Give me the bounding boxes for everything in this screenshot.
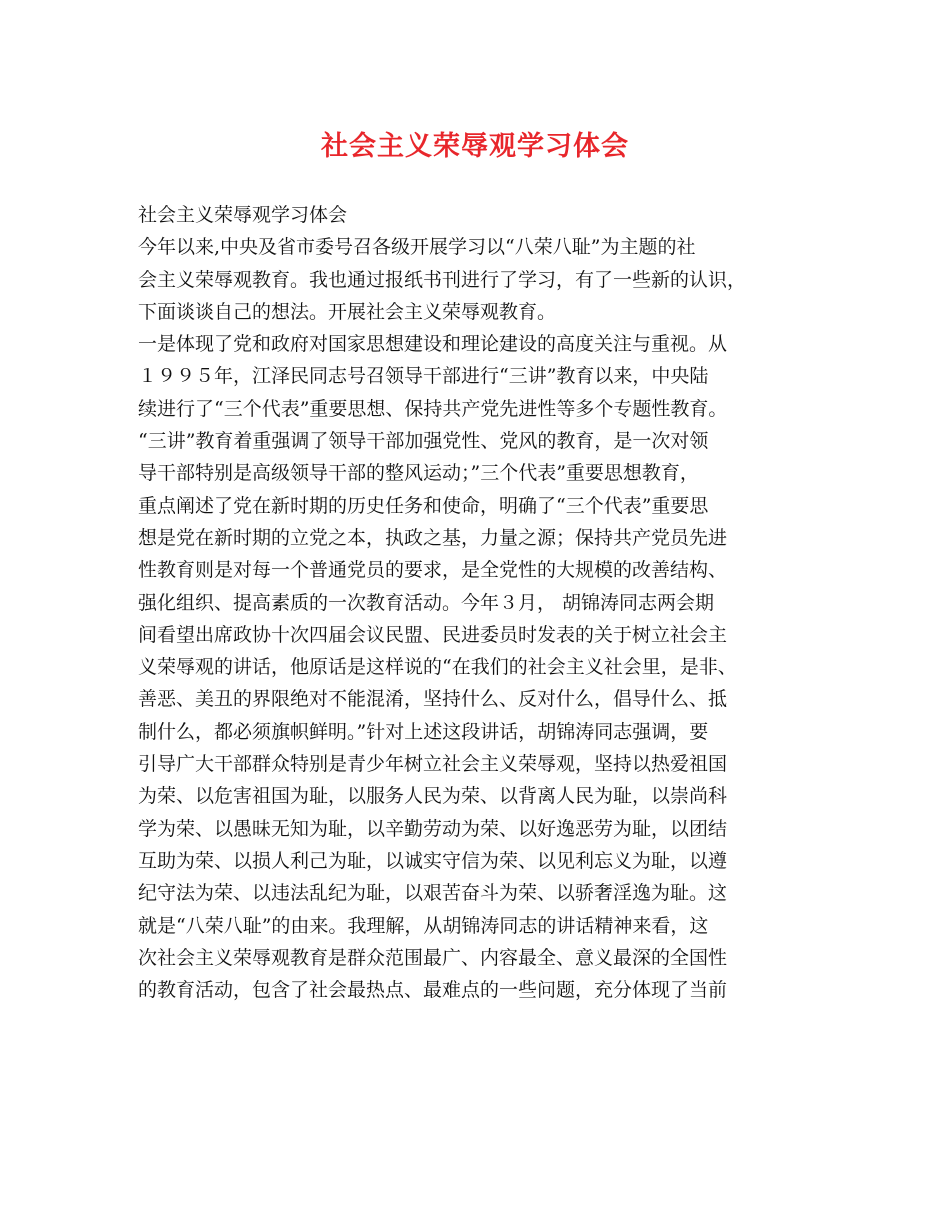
body-line: 纪守法为荣、以违法乱纪为耻，以艰苦奋斗为荣、以骄奢淫逸为耻。这 [138,882,728,905]
body-line: 学为荣、以愚昧无知为耻，以辛勤劳动为荣、以好逸恶劳为耻，以团结 [138,817,728,840]
body-line: 的教育活动，包含了社会最热点、最难点的一些问题，充分体现了当前 [138,979,728,1002]
body-line: 就是“八荣八耻”的由来。我理解，从胡锦涛同志的讲话精神来看，这 [138,914,709,937]
body-line: １９９５年，江泽民同志号召领导干部进行“三讲”教育以来，中央陆 [138,365,709,388]
body-line: 续进行了“三个代表”重要思想、保持共产党先进性等多个专题性教育。 [138,397,728,420]
document-body [138,199,828,1006]
body-line: 性教育则是对每一个普通党员的要求，是全党性的大规模的改善结构、 [138,559,728,582]
body-line: 导干部特别是高级领导干部的整风运动；”三个代表”重要思想教育， [138,462,699,485]
body-line: 善恶、美丑的界限绝对不能混淆，坚持什么、反对什么，倡导什么、抵 [138,688,728,711]
body-line: 间看望出席政协十次四届会议民盟、民进委员时发表的关于树立社会主 [138,623,728,646]
body-line: 想是党在新时期的立党之本，执政之基，力量之源；保持共产党员先进 [138,526,728,549]
body-line: 会主义荣辱观教育。我也通过报纸书刊进行了学习，有了一些新的认识， [138,268,747,291]
body-line: 一是体现了党和政府对国家思想建设和理论建设的高度关注与重视。从 [138,333,728,356]
body-line: 下面谈谈自己的想法。开展社会主义荣辱观教育。 [138,300,557,323]
body-line: “三讲”教育着重强调了领导干部加强党性、党风的教育，是一次对领 [138,430,709,453]
body-line: 社会主义荣辱观学习体会 [138,204,348,226]
body-line: 次社会主义荣辱观教育是群众范围最广、内容最全、意义最深的全国性 [138,946,728,969]
body-line: 强化组织、提高素质的一次教育活动。今年３月， 胡锦涛同志两会期 [138,591,715,614]
body-line: 为荣、以危害祖国为耻，以服务人民为荣、以背离人民为耻，以崇尚科 [138,785,728,808]
body-line: 制什么，都必须旗帜鲜明。”针对上述这段讲话，胡锦涛同志强调，要 [138,720,709,743]
body-line: 义荣辱观的讲话，他原话是这样说的“在我们的社会主义社会里，是非、 [138,656,737,679]
body-line: 互助为荣、以损人利己为耻，以诚实守信为荣、以见利忘义为耻，以遵 [138,849,728,872]
body-line: 引导广大干部群众特别是青少年树立社会主义荣辱观，坚持以热爱祖国 [138,753,728,776]
document-title: 社会主义荣辱观学习体会 [321,131,629,162]
body-line: 重点阐述了党在新时期的历史任务和使命，明确了“三个代表”重要思 [138,494,709,517]
body-line: 今年以来,中央及省市委号召各级开展学习以“八荣八耻”为主题的社 [138,236,696,259]
